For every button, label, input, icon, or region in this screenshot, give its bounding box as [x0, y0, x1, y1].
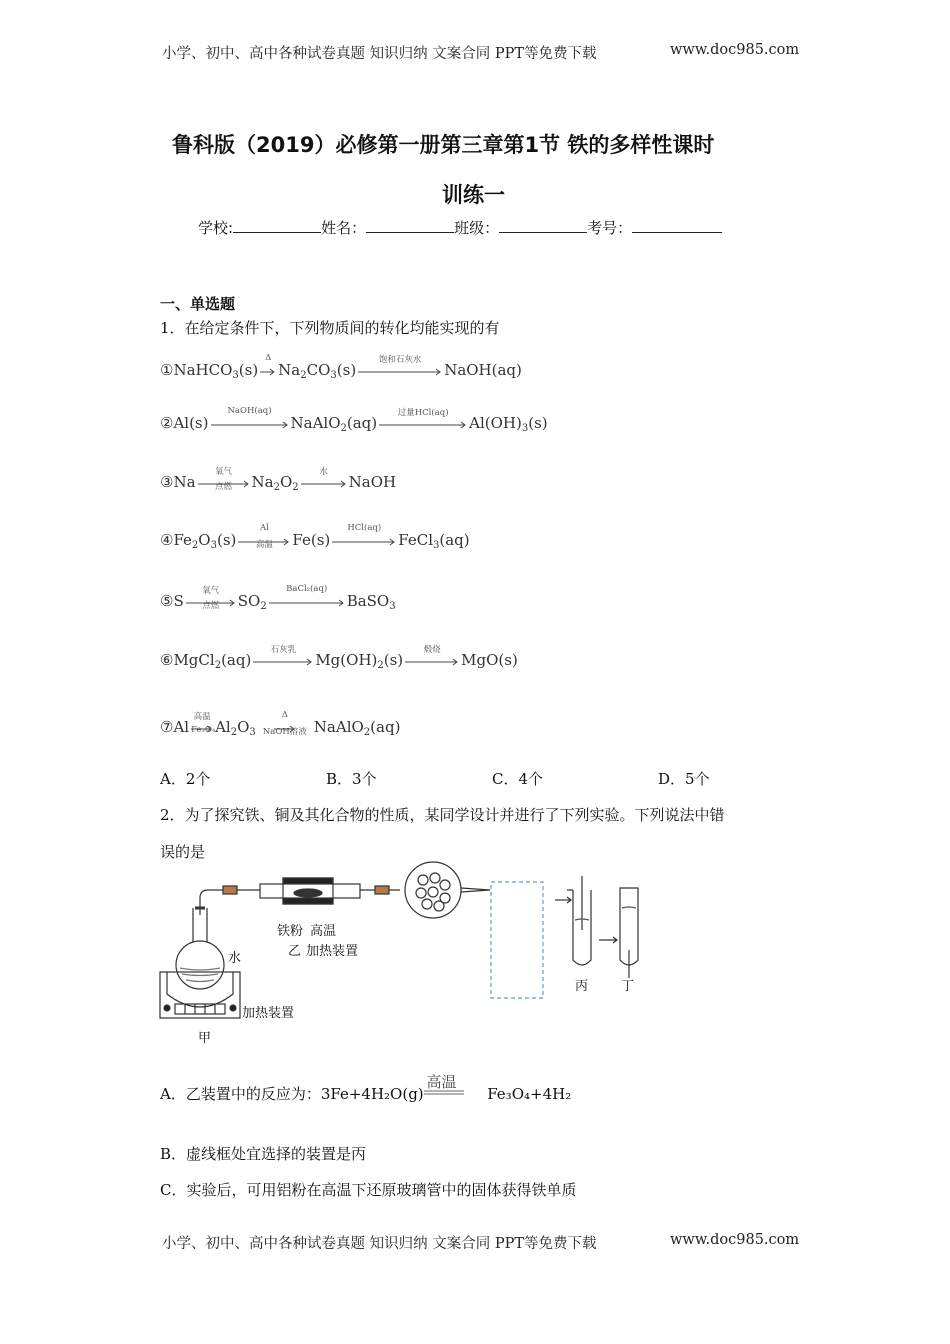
state: (aq)	[346, 414, 378, 432]
condition-top: 煅烧	[423, 645, 441, 655]
q2-option-a-condition: 高温	[426, 1073, 457, 1091]
state: (s)	[216, 531, 237, 549]
state: (s)	[336, 361, 357, 379]
q2-option-a-pre: A．乙装置中的反应为：3Fe+4H₂O(g)	[160, 1085, 424, 1103]
arrow-icon	[358, 368, 442, 376]
reaction-row-6	[160, 645, 518, 671]
subscript: 3	[521, 423, 529, 434]
arrow-condition	[238, 523, 290, 550]
intermediate: Mg(OH)	[315, 651, 378, 669]
item-number: ①	[160, 361, 174, 379]
item-number: ⑥	[160, 651, 174, 669]
arrow-condition	[379, 408, 467, 433]
label-bing: 丙	[575, 979, 589, 994]
subscript: 2	[377, 660, 384, 671]
subscript: 2	[292, 482, 299, 493]
q2-option-c[interactable]: C．实验后，可用铝粉在高温下还原玻璃管中的固体获得铁单质	[160, 1181, 577, 1199]
section-title: 一、单选题	[160, 295, 236, 313]
reaction-tube-yi	[260, 878, 400, 904]
test-tube-bing	[555, 876, 591, 965]
product: Al(OH)	[469, 414, 522, 432]
arrow-icon	[405, 658, 459, 666]
arrow-condition	[186, 586, 236, 611]
reaction-row-1	[160, 353, 522, 381]
intermediate: Na	[278, 361, 301, 379]
name-blank	[366, 232, 454, 233]
q1-option-c[interactable]: C．4个	[492, 770, 544, 788]
subscript: 3	[249, 727, 256, 738]
arrow-icon	[301, 480, 347, 488]
equal-sign-icon	[424, 1090, 464, 1096]
subscript: 3	[389, 601, 396, 612]
header-site[interactable]: www.doc985.com	[670, 42, 800, 58]
intermediate-mid: O	[279, 473, 293, 491]
subscript: 2	[214, 660, 222, 671]
product: MgO(s)	[461, 651, 518, 669]
arrow-condition	[269, 584, 345, 611]
product: BaSO	[346, 592, 390, 610]
footer-text: 小学、初中、高中各种试卷真题 知识归纳 文案合同 PPT等免费下载	[162, 1236, 597, 1252]
condition-top: 氧气	[202, 586, 220, 596]
condition-top: 高温	[193, 712, 211, 722]
q2-option-b[interactable]: B．虚线框处宜选择的装置是丙	[160, 1145, 367, 1163]
title-line1: 鲁科版（2019）必修第一册第三章第1节 铁的多样性课时	[172, 133, 715, 157]
intermediate: NaAlO	[290, 414, 341, 432]
condition-top: 水	[319, 467, 328, 477]
item-number: ④	[160, 531, 174, 549]
item-number: ⑤	[160, 592, 174, 610]
q2-stem-line2: 误的是	[160, 843, 206, 861]
intermediate: SO	[237, 592, 261, 610]
name-label: 姓名：	[321, 219, 367, 237]
q2-option-a-post: Fe₃O₄+4H₂	[487, 1085, 572, 1103]
subscript: 2	[300, 370, 307, 381]
header-text: 小学、初中、高中各种试卷真题 知识归纳 文案合同 PPT等免费下载	[162, 46, 597, 62]
condition-top: 饱和石灰水	[378, 355, 422, 365]
arrow-icon	[269, 599, 345, 607]
reaction-row-7	[160, 710, 401, 738]
arrow-condition	[211, 406, 289, 433]
intermediate: Al	[215, 718, 231, 736]
q2-stem-line1: 2．为了探究铁、铜及其化合物的性质，某同学设计并进行了下列实验。下列说法中错	[160, 806, 725, 824]
info-line	[198, 217, 722, 238]
condition-bottom: Fe₃O₄	[191, 725, 216, 735]
q1-option-b[interactable]: B．3个	[326, 770, 377, 788]
arrow-icon	[332, 538, 396, 546]
q1-stem: 1．在给定条件下，下列物质间的转化均能实现的有	[160, 319, 500, 337]
test-tube-ding	[599, 888, 638, 978]
subscript: 2	[363, 727, 371, 738]
product: NaOH	[348, 473, 397, 491]
subscript: 2	[191, 540, 199, 551]
arrow-condition	[253, 645, 313, 670]
condition-top: BaCl₂(aq)	[286, 584, 328, 594]
school-blank	[233, 232, 321, 233]
product: FeCl	[398, 531, 434, 549]
subscript: 3	[232, 370, 239, 381]
intermediate: Fe(s)	[292, 531, 331, 549]
reactant: Na	[173, 473, 196, 491]
arrow-icon	[379, 421, 467, 429]
arrow-condition	[358, 355, 442, 380]
reactant-mid: O	[198, 531, 211, 549]
reactant: Al	[173, 718, 190, 736]
label-heat1: 加热装置	[306, 944, 359, 959]
subscript: 2	[340, 423, 347, 434]
state: (s)	[528, 414, 548, 432]
class-blank	[499, 232, 587, 233]
q2-option-a[interactable]	[160, 1073, 572, 1104]
subscript: 2	[273, 482, 280, 493]
arrow-icon	[253, 658, 313, 666]
label-heat2: 加热装置	[242, 1006, 295, 1021]
reactant: MgCl	[173, 651, 215, 669]
arrow-icon	[260, 368, 276, 376]
label-water: 水	[228, 951, 242, 966]
reactant: Al(s)	[173, 414, 209, 432]
condition-top: 氧气	[215, 467, 233, 477]
label-ding: 丁	[621, 979, 635, 994]
page-header	[162, 42, 597, 63]
state: (s)	[383, 651, 404, 669]
state: (aq)	[439, 531, 470, 549]
number-label: 考号：	[587, 219, 633, 237]
condition-top: Δ	[281, 710, 288, 720]
subscript: 2	[260, 601, 267, 612]
title-line2: 训练一	[442, 183, 505, 207]
label-iron: 铁粉	[277, 924, 304, 939]
reaction-row-5	[160, 584, 396, 612]
condition-bottom: 点燃	[215, 482, 233, 492]
product: NaAlO	[313, 718, 364, 736]
condition-bottom: 点燃	[202, 601, 220, 611]
q1-option-a[interactable]: A．2个	[160, 770, 211, 788]
item-number: ②	[160, 414, 174, 432]
condition-top: 过量HCl(aq)	[397, 408, 449, 418]
dashed-box	[491, 882, 543, 998]
intermediate-mid: CO	[306, 361, 331, 379]
reactant: NaHCO	[173, 361, 233, 379]
condition-top: Δ	[265, 353, 272, 363]
item-number: ③	[160, 473, 174, 491]
arrow-condition	[332, 523, 396, 550]
subscript: 3	[210, 540, 217, 551]
label-jia: 甲	[198, 1031, 212, 1046]
class-label: 班级：	[454, 219, 500, 237]
reaction-row-4	[160, 523, 470, 551]
condition-bottom: 高温	[255, 540, 273, 550]
subscript: 3	[433, 540, 440, 551]
state: (aq)	[221, 651, 252, 669]
arrow-condition	[262, 710, 307, 737]
intermediate: Na	[251, 473, 274, 491]
reactant: S	[173, 592, 184, 610]
reaction-row-3	[160, 467, 397, 493]
arrow-icon	[211, 421, 289, 429]
footer-site[interactable]: www.doc985.com	[670, 1232, 800, 1248]
condition-top: NaOH(aq)	[227, 406, 272, 416]
arrow-condition	[260, 353, 276, 380]
school-label: 学校:	[198, 219, 234, 237]
condition-top: HCl(aq)	[347, 523, 382, 533]
arrow-condition	[191, 712, 216, 737]
state: (aq)	[370, 718, 401, 736]
subscript: 2	[230, 727, 238, 738]
subscript: 3	[330, 370, 337, 381]
arrow-condition	[198, 467, 250, 492]
arrow-condition	[301, 467, 347, 492]
condition-top: Al	[259, 523, 269, 533]
reaction-row-2	[160, 406, 548, 434]
q1-option-d[interactable]: D．5个	[658, 770, 710, 788]
state: (s)	[238, 361, 259, 379]
condition-bottom: NaOH溶液	[262, 727, 307, 737]
product: NaOH(aq)	[444, 361, 522, 379]
arrow-condition	[405, 645, 459, 670]
item-number: ⑦	[160, 718, 174, 736]
reactant: Fe	[173, 531, 192, 549]
connector	[223, 886, 260, 894]
number-blank	[632, 232, 722, 233]
intermediate-mid: O	[237, 718, 250, 736]
drying-tube	[405, 862, 490, 918]
label-yi: 乙	[288, 944, 302, 959]
condition-top: 石灰乳	[270, 645, 297, 655]
page-footer	[162, 1232, 597, 1253]
label-hightemp: 高温	[310, 924, 337, 939]
